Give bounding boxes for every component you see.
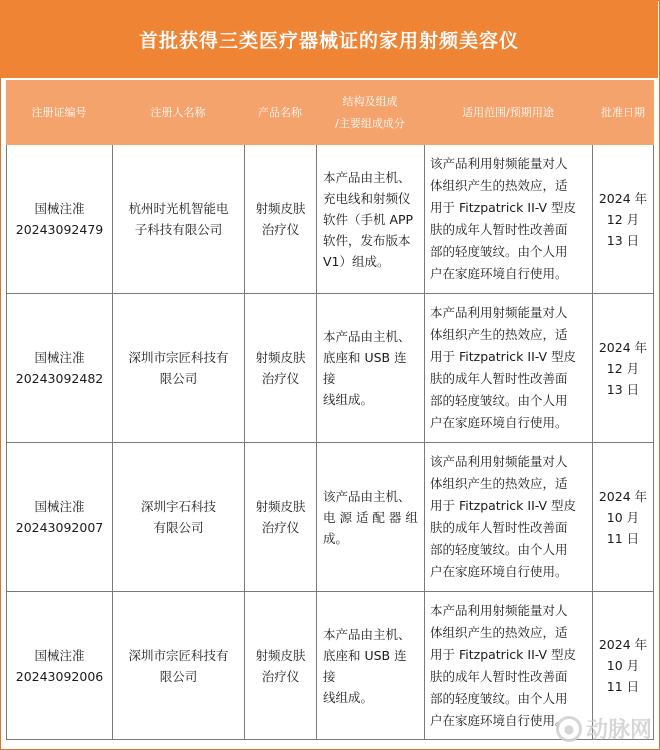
table-row [6, 294, 654, 443]
table-row [6, 145, 654, 294]
cell-date: 2024 年 10 月 11 日 [592, 592, 654, 739]
cell-registrant: 深圳市宗匠科技有 限公司 [112, 294, 244, 442]
cell-reg-no: 国械注准 20243092482 [6, 294, 112, 442]
cell-date: 2024 年 12 月 13 日 [592, 145, 654, 293]
cell-product: 射频皮肤 治疗仪 [244, 294, 316, 442]
cell-product: 射频皮肤 治疗仪 [244, 592, 316, 739]
cell-reg-no: 国械注准 20243092006 [6, 592, 112, 739]
cell-registrant: 杭州时光机智能电 子科技有限公司 [112, 145, 244, 293]
cell-usage: 该产品利用射频能量对人 体组织产生的热效应，适 用于 Fitzpatrick II-V 型皮 肤的成年人暂时性改善面 部的轻度皱纹。由个人用 户在家庭环境自行使用。 [424, 443, 592, 591]
table-body [6, 145, 654, 740]
header-structure: 结构及组成 /主要组成成分 [335, 94, 405, 130]
cell-reg-no: 国械注准 20243092479 [6, 145, 112, 293]
watermark [556, 713, 652, 744]
cell-registrant: 深圳市宗匠科技有 限公司 [112, 592, 244, 739]
table-title: 首批获得三类医疗器械证的家用射频美容仪 [0, 0, 658, 78]
header-reg-no: 注册证编号 [31, 105, 87, 119]
cell-structure: 本产品由主机、 底座和 USB 连接 线组成。 [316, 592, 424, 739]
watermark-text: 动脉网 [585, 718, 652, 743]
header-date: 批准日期 [601, 105, 645, 119]
table-row [6, 443, 654, 592]
cell-date: 2024 年 10 月 11 日 [592, 443, 654, 591]
cell-structure: 本产品由主机、 充电线和射频仪 软件（手机 APP 软件，发布版本 V1）组成。 [316, 145, 424, 293]
cell-structure: 本产品由主机、 底座和 USB 连接 线组成。 [316, 294, 424, 442]
watermark-logo-icon: ● [556, 716, 582, 742]
cell-product: 射频皮肤 治疗仪 [244, 443, 316, 591]
cell-usage: 本产品利用射频能量对人 体组织产生的热效应，适 用于 Fitzpatrick II-V 型皮 肤的成年人暂时性改善面 部的轻度皱纹。由个人用 户在家庭环境自行使用。 [424, 294, 592, 442]
cell-date: 2024 年 12 月 13 日 [592, 294, 654, 442]
cell-structure: 该产品由主机、 电 源 适 配 器 组 成。 [316, 443, 424, 591]
header-registrant: 注册人名称 [150, 105, 206, 119]
cell-usage: 本产品利用射频能量对人 体组织产生的热效应，适 用于 Fitzpatrick II-V 型皮 肤的成年人暂时性改善面 部的轻度皱纹。由个人用 户在家庭环境自行使用。 [424, 592, 592, 739]
header-usage: 适用范围/预期用途 [462, 105, 554, 119]
cell-reg-no: 国械注准 20243092007 [6, 443, 112, 591]
cell-usage: 该产品利用射频能量对人 体组织产生的热效应，适 用于 Fitzpatrick II-V 型皮 肤的成年人暂时性改善面 部的轻度皱纹。由个人用 户在家庭环境自行使用。 [424, 145, 592, 293]
header-product: 产品名称 [258, 105, 302, 119]
cell-product: 射频皮肤 治疗仪 [244, 145, 316, 293]
table-header [6, 80, 654, 145]
cell-registrant: 深圳宇石科技 有限公司 [112, 443, 244, 591]
